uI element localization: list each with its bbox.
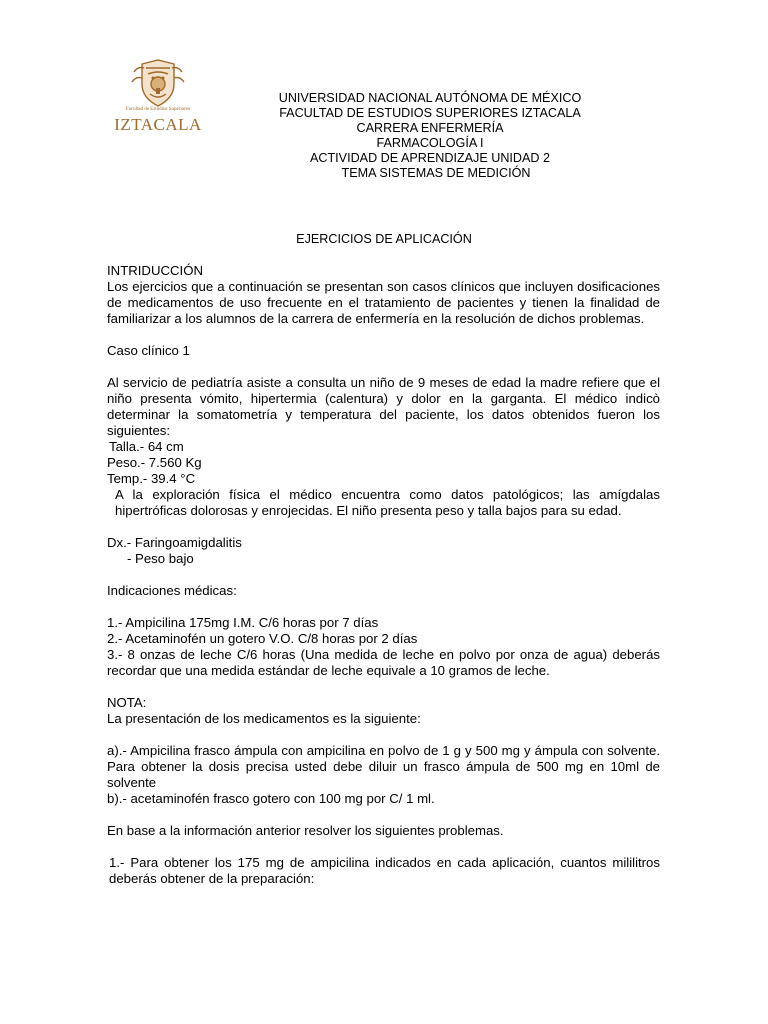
- talla-value: Talla.- 64 cm: [109, 439, 184, 454]
- indication-item-3: 3.- 8 onzas de leche C/6 horas (Una medida de leche en polvo por onza de agua) deberás recordar que una medida estándar de leche equivale a 10 gramos de leche.: [107, 647, 660, 678]
- note-item-a: a).- Ampicilina frasco ámpula con ampicilina en polvo de 1 g y 500 mg y ámpula con solvente. Para obtener la dosis precisa usted debe diluir un frasco ámpula de 500 mg en 10ml de solvente: [107, 743, 660, 790]
- header-career: CARRERA ENFERMERÍA: [356, 121, 504, 135]
- document-body: [107, 263, 660, 887]
- logo-caption: Facultad de Estudios Superiores: [125, 107, 191, 112]
- case-description: Al servicio de pediatría asiste a consulta un niño de 9 meses de edad la madre refiere que el niño presenta vómito, hipertermia (calentura) y dolor en la garganta. El médico indicò determinar la somatometría y temperatura del paciente, los datos obtenidos fueron los siguientes:: [107, 375, 660, 438]
- logo-name: IZTACALA: [114, 115, 202, 134]
- problem-1: 1.- Para obtener los 175 mg de ampicilina indicados en cada aplicación, cuantos mililitros deberás obtener de la preparación:: [109, 855, 660, 886]
- header-university: UNIVERSIDAD NACIONAL AUTÓNOMA DE MÉXICO: [278, 91, 582, 105]
- unam-iztacala-logo: [112, 58, 204, 136]
- document-header: [240, 91, 620, 181]
- peso-value: Peso.- 7.560 Kg: [107, 455, 202, 470]
- header-activity: ACTIVIDAD DE APRENDIZAJE UNIDAD 2: [309, 151, 551, 165]
- temp-value: Temp.- 39.4 °C: [107, 471, 196, 486]
- university-crest-icon: [112, 58, 204, 108]
- diagnosis-1: Dx.- Faringoamigdalitis: [107, 535, 242, 550]
- note-item-b: b).- acetaminofén frasco gotero con 100 mg por C/ 1 ml.: [107, 791, 435, 806]
- header-topic: TEMA SISTEMAS DE MEDICIÓN: [341, 166, 531, 180]
- header-course: FARMACOLOGÍA I: [376, 136, 484, 150]
- case-heading: Caso clínico 1: [107, 343, 190, 358]
- exploration-paragraph: A la exploración física el médico encuentra como datos patológicos; las amígdalas hipertróficas dolorosas y enrojecidas. El niño presenta peso y talla bajos para su edad.: [115, 487, 660, 518]
- intro-heading: INTRIDUCCIÓN: [107, 263, 203, 278]
- indication-item-1: 1.- Ampicilina 175mg I.M. C/6 horas por 7 días: [107, 615, 379, 630]
- indications-heading: Indicaciones médicas:: [107, 583, 237, 598]
- note-heading: NOTA:: [107, 695, 147, 710]
- intro-paragraph: Los ejercicios que a continuación se presentan son casos clínicos que incluyen dosificaciones de medicamentos de uso frecuente en el tratamiento de pacientes y tienen la finalidad de familiarizar a los alumnos de la carrera de enfermería en la resolución de dichos problemas.: [107, 279, 660, 326]
- problems-intro: En base a la información anterior resolver los siguientes problemas.: [107, 823, 504, 838]
- diagnosis-2: - Peso bajo: [127, 551, 194, 566]
- note-text: La presentación de los medicamentos es la siguiente:: [107, 711, 421, 726]
- indication-item-2: 2.- Acetaminofén un gotero V.O. C/8 horas por 2 días: [107, 631, 418, 646]
- document-title: EJERCICIOS DE APLICACIÓN: [296, 232, 472, 246]
- header-faculty: FACULTAD DE ESTUDIOS SUPERIORES IZTACALA: [279, 106, 581, 120]
